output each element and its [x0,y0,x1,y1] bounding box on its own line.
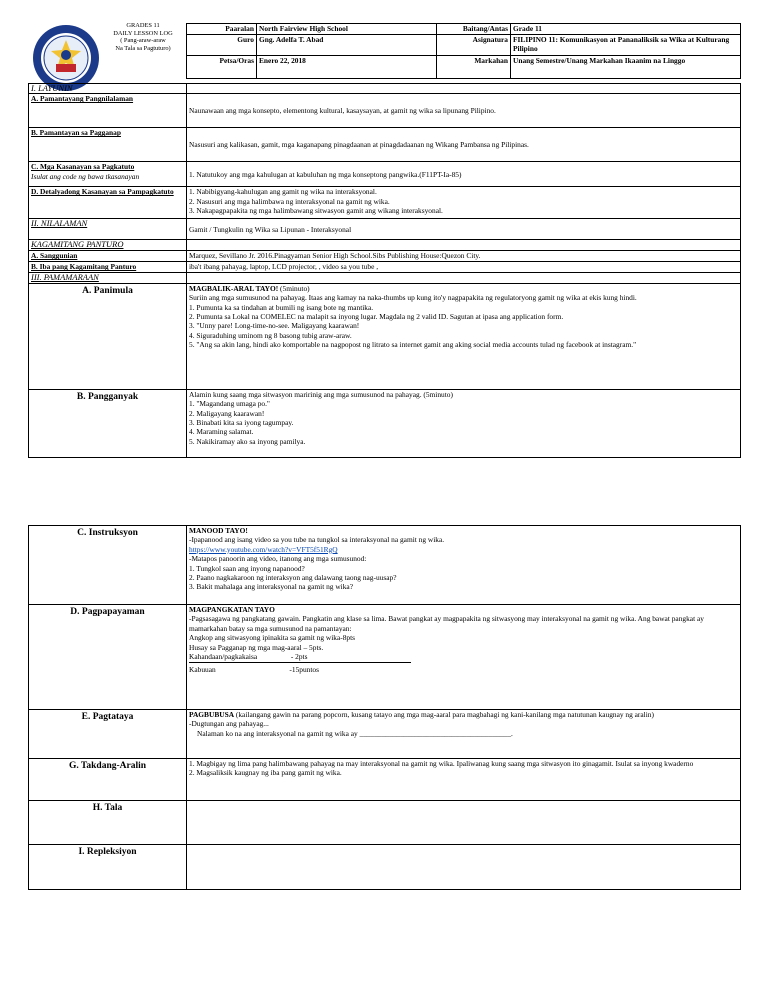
kagamitan-empty [187,240,741,251]
kahandaan-value: - 2pts [290,652,308,662]
header-dll: DAILY LESSON LOG [113,29,173,37]
instruksyon-item: 2. Paano nagkakaroon ng interaksyon ang dalawang taong nag-uusap? [189,573,397,583]
takdang-aralin-cell [187,759,741,801]
instruksyon-label: C. Instruksyon [29,526,187,605]
iba-kagamitan-label: B. Iba pang Kagamitang Panturo [29,262,187,273]
pagtataya-title: PAGBUBUSA [189,710,235,719]
kasanayan-sublabel: Isulat ang code ng bawa tkasanayan [31,171,140,181]
paaralan-value: North Fairview High School [257,24,437,35]
kasanayan-label-cell [29,162,187,187]
pagtataya-item: -Dugtungan ang pahayag... [189,719,269,729]
pagtataya-text: (kailangang gawin na parang popcorn, kusang tatayo ang mga mag-aaral para magbahagi ng kani-kanilang mga natutunan kaugnay ng aralin) [234,710,654,719]
pamantayan-pagganap-label: B. Pamantayan sa Pagganap [29,128,187,162]
kagamitan-label: KAGAMITANG PANTURO [29,240,187,251]
instruksyon-cell [187,526,741,605]
takdang-item: 1. Magbigay ng lima pang halimbawang pahayag na may interaksyonal na gamit ng wika. Ipaliwanag kung saang mga sitwasyon ito ginagamit. Isulat sa inyong kwaderno [189,759,694,768]
detalyadong-kasanayan-label: D. Detalyadong Kasanayan sa Pampagkatuto [29,187,187,219]
youtube-video-link[interactable]: https://www.youtube.com/watch?v=VFT5f51RgQ [189,544,338,554]
paaralan-label: Paaralan [187,24,257,35]
takdang-aralin-label: G. Takdang-Aralin [29,759,187,801]
pangganyak-item: 3. Binabati kita sa iyong tagumpay. [189,418,294,428]
panimula-label: A. Panimula [29,283,187,389]
asignatura-value: FILIPINO 11: Komunikasyon at Pananaliksik sa Wika at Kulturang Pilipino [511,35,741,56]
sanggunian-label: A. Sanggunian [29,251,187,262]
baitang-label: Baitang/Antas [437,24,511,35]
sanggunian-text: Marquez, Sevillano Jr. 2016.Pinagyaman Senior High School.Sibs Publishing House:Quezon City. [187,251,741,262]
pangganyak-item: 5. Nakikiramay ako sa inyong pamilya. [189,436,306,446]
pagpapayaman-title: MAGPANGKATAN TAYO [189,605,275,614]
kabuuan-label: Kabuuan [189,665,216,675]
nilalaman-label: II. NILALAMAN [29,219,187,240]
pagpapayaman-label: D. Pagpapayaman [29,605,187,710]
pamantayang-pangnilalaman-text: Naunawaan ang mga konsepto, elementong kultural, kasaysayan, at gamit ng wika sa lipunang Pilipino. [187,94,741,128]
pangganyak-item: 4. Maraming salamat. [189,427,254,437]
pagtataya-item: Nalaman ko na ang interaksyonal na gamit ng wika ay _________________________________________. [197,728,513,738]
repleksiyon-label: I. Repleksiyon [29,845,187,890]
pagpapayaman-cell [187,605,741,710]
pangganyak-item: Alamin kung saang mga sitwasyon maririnig ang mga sumusunod na pahayag. (5minuto) [189,389,453,399]
panimula-cell [187,283,741,389]
pamantayang-pangnilalaman-label: A. Pamantayang Pangnilalaman [29,94,187,128]
instruksyon-item: 1. Tungkol saan ang inyong napanood? [189,563,305,573]
detalyadong-kasanayan-cell [187,187,741,219]
layunin-heading: I. LAYUNIN [29,84,187,94]
baitang-value: Grade 11 [511,24,741,35]
pangganyak-item: 2. Maligayang kaarawan! [189,408,265,418]
pagtataya-cell [187,710,741,759]
kasanayan-item: 3. Nakapagpapakita ng mga halimbawang sitwasyon gamit ang wikang interaksyonal. [189,206,443,216]
panimula-item: 4. Siguraduhing uminom ng 8 basong tubig araw-araw. [189,330,352,340]
kasanayan-text: 1. Natutukoy ang mga kahulugan at kabuluhan ng mga konseptong pangwika.(F11PT-Ia-85) [187,162,741,187]
guro-value: Gng. Adelfa T. Abad [257,35,437,56]
kasanayan-label: C. Mga Kasanayan sa Pagkatuto [31,162,135,172]
pangganyak-label: B. Pangganyak [29,389,187,457]
header-grade: GRADES 11 [126,22,160,29]
header-dll-tagalog: ( Pang-araw-araw [120,37,166,45]
guro-label: Guro [187,35,257,56]
pagpapayaman-item: Angkop ang sitwasyong ipinakita sa gamit ng wika-8pts [189,633,356,643]
pagtataya-label: E. Pagtataya [29,710,187,759]
lesson-log-title [100,22,186,52]
lesson-plan-table-page1 [28,83,741,458]
petsa-value: Enero 22, 2018 [257,56,437,79]
pangganyak-item: 1. "Magandang umaga po." [189,399,270,409]
kasanayan-item: 1. Nabibigyang-kahulugan ang gamit ng wika na interaksyonal. [189,187,377,197]
kabuuan-value: -15puntos [289,665,319,675]
panimula-title: MAGBALIK-ARAL TAYO! [189,283,279,293]
panimula-item: Suriin ang mga sumusunod na pahayag. Itaas ang kamay na naka-thumbs up kung ito'y nagpapakita ng regulatoryong gamit ng wika at ekis kung hindi. [189,293,637,303]
asignatura-label: Asignatura [437,35,511,56]
tala-empty [187,801,741,845]
panimula-item: 1. Pumunta ka sa tindahan at bumili ng isang bote ng mantika. [189,302,374,312]
deped-school-seal [32,24,100,92]
panimula-item: 3. "Unny pare! Long-time-no-see. Maligayang kaarawan! [189,321,360,331]
instruksyon-item: -Matapos panoorin ang video, itanong ang mga sumusunod: [189,554,367,564]
pamamaraan-empty [187,273,741,283]
instruksyon-item: 3. Bakit mahalaga ang interaksyonal na gamit ng wika? [189,582,353,592]
panimula-item: 5. "Ang sa akin lang, hindi ako komportable na nagpopost ng litrato sa internet gamit ang aking social media accounts tulad ng facebook at instagram." [189,340,637,350]
kahandaan-label: Kahandaan/pagkakaisa [189,652,258,662]
panimula-item: 2. Pumunta sa Lokal na COMELEC na malapit sa inyong lugar. Magdala ng 2 valid ID. Sagutan at ipasa ang application form. [189,312,564,322]
tala-label: H. Tala [29,801,187,845]
nilalaman-text: Gamit / Tungkulin ng Wika sa Lipunan - Interaksyonal [187,219,741,240]
repleksiyon-empty [187,845,741,890]
iba-kagamitan-text: iba't ibang pahayag, laptop, LCD projector, , video sa you tube , [187,262,741,273]
instruksyon-intro: -Ipapanood ang isang video sa you tube na tungkol sa interaksyonal na gamit ng wika. [189,535,445,545]
panimula-time: (5minuto) [278,283,310,293]
takdang-item: 2. Magsaliksik kaugnay ng iba pang gamit ng wika. [189,768,342,778]
markahan-label: Markahan [437,56,511,79]
markahan-value: Unang Semestre/Unang Markahan Ikaanim na Linggo [511,56,741,79]
header-dll-tagalog-2: Na Tala sa Pagtuturo) [115,44,171,52]
pagpapayaman-item: Husay sa Pagganap ng mga mag-aaral – 5pts. [189,642,324,652]
pamamaraan-label: III. PAMAMARAAN [29,273,187,283]
petsa-label: Petsa/Oras [187,56,257,79]
pagpapayaman-item: -Pagsasagawa ng pangkatang gawain. Pangkatin ang klase sa lima. Bawat pangkat ay magpapakita ng sitwasyong may interaksyonal na gamit ng wika. Ang bawat pangkat ay mamarkahan batay sa mga sumusunod na pamantayan: [189,614,704,633]
instruksyon-title: MANOOD TAYO! [189,526,248,535]
lesson-plan-table-page2 [28,525,741,890]
pangganyak-cell [187,389,741,457]
layunin-empty [187,84,741,94]
kasanayan-item: 2. Nasusuri ang mga halimbawa ng interaksyonal na gamit ng wika. [189,196,390,206]
pamantayan-pagganap-text: Nasusuri ang kalikasan, gamit, mga kaganapang pinagdaanan at pinagdadaanan ng Wikang Pambansa ng Pilipinas. [187,128,741,162]
header-info-table [186,23,741,79]
